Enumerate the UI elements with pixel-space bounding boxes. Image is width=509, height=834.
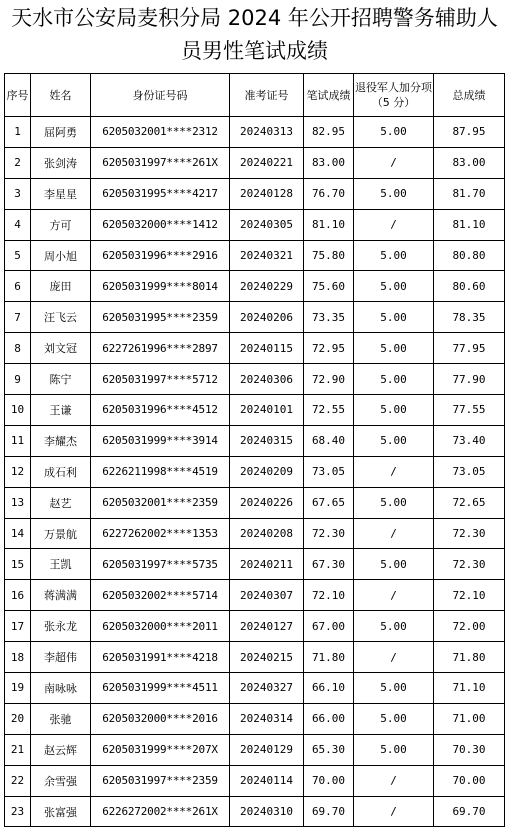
cell-name: 周小旭 [31, 240, 91, 271]
cell-written-score: 72.55 [304, 395, 354, 426]
table-row [5, 580, 505, 611]
cell-total-score: 81.10 [434, 209, 505, 240]
table-header-row [5, 74, 505, 117]
cell-veteran-bonus: 5.00 [354, 395, 434, 426]
table-row [5, 117, 505, 148]
cell-total-score: 71.10 [434, 673, 505, 704]
title-line-2: 员男性笔试成绩 [181, 39, 328, 63]
cell-written-score: 75.80 [304, 240, 354, 271]
cell-written-score: 67.00 [304, 611, 354, 642]
cell-veteran-bonus: 5.00 [354, 549, 434, 580]
cell-total-score: 70.30 [434, 734, 505, 765]
cell-name: 张驰 [31, 703, 91, 734]
cell-name: 余雪强 [31, 765, 91, 796]
cell-id-number: 6205031999****3914 [91, 425, 230, 456]
table-row [5, 518, 505, 549]
cell-id-number: 6205031991****4218 [91, 642, 230, 673]
cell-total-score: 80.80 [434, 240, 505, 271]
table-row [5, 333, 505, 364]
cell-name: 万景航 [31, 518, 91, 549]
cell-seq: 1 [5, 117, 31, 148]
cell-written-score: 75.60 [304, 271, 354, 302]
cell-veteran-bonus: 5.00 [354, 117, 434, 148]
cell-exam-number: 20240315 [230, 425, 304, 456]
cell-exam-number: 20240321 [230, 240, 304, 271]
cell-veteran-bonus: / [354, 209, 434, 240]
cell-exam-number: 20240206 [230, 302, 304, 333]
table-row [5, 611, 505, 642]
cell-name: 赵艺 [31, 487, 91, 518]
table-body [5, 117, 505, 827]
cell-exam-number: 20240208 [230, 518, 304, 549]
cell-veteran-bonus: 5.00 [354, 673, 434, 704]
cell-total-score: 71.80 [434, 642, 505, 673]
cell-id-number: 6205032000****2016 [91, 703, 230, 734]
cell-name: 李超伟 [31, 642, 91, 673]
cell-written-score: 72.10 [304, 580, 354, 611]
cell-id-number: 6226211998****4519 [91, 456, 230, 487]
cell-id-number: 6205032001****2359 [91, 487, 230, 518]
cell-written-score: 72.90 [304, 364, 354, 395]
table-row [5, 765, 505, 796]
cell-name: 张永龙 [31, 611, 91, 642]
cell-id-number: 6205031997****2359 [91, 765, 230, 796]
cell-id-number: 6205031995****2359 [91, 302, 230, 333]
cell-name: 王凯 [31, 549, 91, 580]
table-row [5, 364, 505, 395]
cell-name: 蒋满满 [31, 580, 91, 611]
cell-id-number: 6205031999****8014 [91, 271, 230, 302]
header-total: 总成绩 [434, 74, 505, 117]
cell-written-score: 71.80 [304, 642, 354, 673]
cell-total-score: 72.10 [434, 580, 505, 611]
cell-name: 屈阿勇 [31, 117, 91, 148]
cell-total-score: 73.40 [434, 425, 505, 456]
cell-id-number: 6205032000****1412 [91, 209, 230, 240]
cell-seq: 3 [5, 178, 31, 209]
cell-seq: 11 [5, 425, 31, 456]
table-row [5, 642, 505, 673]
cell-veteran-bonus: 5.00 [354, 703, 434, 734]
cell-veteran-bonus: / [354, 765, 434, 796]
cell-total-score: 72.00 [434, 611, 505, 642]
cell-total-score: 73.05 [434, 456, 505, 487]
cell-written-score: 65.30 [304, 734, 354, 765]
cell-veteran-bonus: 5.00 [354, 364, 434, 395]
cell-exam-number: 20240127 [230, 611, 304, 642]
cell-veteran-bonus: / [354, 147, 434, 178]
table-row [5, 302, 505, 333]
cell-id-number: 6227262002****1353 [91, 518, 230, 549]
cell-exam-number: 20240209 [230, 456, 304, 487]
cell-seq: 19 [5, 673, 31, 704]
header-exam-no: 准考证号 [230, 74, 304, 117]
cell-seq: 23 [5, 796, 31, 827]
cell-exam-number: 20240129 [230, 734, 304, 765]
cell-exam-number: 20240114 [230, 765, 304, 796]
cell-seq: 18 [5, 642, 31, 673]
cell-id-number: 6227261996****2897 [91, 333, 230, 364]
cell-exam-number: 20240101 [230, 395, 304, 426]
cell-written-score: 81.10 [304, 209, 354, 240]
table-row [5, 395, 505, 426]
cell-name: 李耀杰 [31, 425, 91, 456]
cell-name: 李星星 [31, 178, 91, 209]
cell-written-score: 66.10 [304, 673, 354, 704]
cell-veteran-bonus: 5.00 [354, 240, 434, 271]
cell-name: 庞田 [31, 271, 91, 302]
cell-veteran-bonus: / [354, 642, 434, 673]
cell-name: 张富强 [31, 796, 91, 827]
table-row [5, 673, 505, 704]
cell-written-score: 69.70 [304, 796, 354, 827]
cell-total-score: 80.60 [434, 271, 505, 302]
cell-name: 南咏咏 [31, 673, 91, 704]
cell-seq: 21 [5, 734, 31, 765]
cell-written-score: 70.00 [304, 765, 354, 796]
header-bonus: 退役军人加分项（5 分） [354, 74, 434, 117]
cell-exam-number: 20240229 [230, 271, 304, 302]
cell-id-number: 6205031997****261X [91, 147, 230, 178]
table-row [5, 734, 505, 765]
cell-name: 赵云辉 [31, 734, 91, 765]
cell-veteran-bonus: / [354, 580, 434, 611]
cell-id-number: 6205031997****5735 [91, 549, 230, 580]
cell-written-score: 68.40 [304, 425, 354, 456]
cell-exam-number: 20240306 [230, 364, 304, 395]
cell-seq: 14 [5, 518, 31, 549]
cell-written-score: 73.35 [304, 302, 354, 333]
table-row [5, 456, 505, 487]
table-row [5, 209, 505, 240]
cell-exam-number: 20240314 [230, 703, 304, 734]
cell-name: 方可 [31, 209, 91, 240]
cell-total-score: 72.30 [434, 518, 505, 549]
cell-exam-number: 20240305 [230, 209, 304, 240]
table-row [5, 796, 505, 827]
cell-veteran-bonus: 5.00 [354, 425, 434, 456]
table-row [5, 487, 505, 518]
cell-veteran-bonus: 5.00 [354, 178, 434, 209]
cell-seq: 4 [5, 209, 31, 240]
cell-id-number: 6205031999****4511 [91, 673, 230, 704]
cell-id-number: 6205032002****5714 [91, 580, 230, 611]
cell-veteran-bonus: 5.00 [354, 487, 434, 518]
cell-veteran-bonus: 5.00 [354, 271, 434, 302]
header-written: 笔试成绩 [304, 74, 354, 117]
cell-exam-number: 20240221 [230, 147, 304, 178]
table-row [5, 147, 505, 178]
cell-exam-number: 20240215 [230, 642, 304, 673]
cell-exam-number: 20240211 [230, 549, 304, 580]
cell-exam-number: 20240115 [230, 333, 304, 364]
cell-seq: 6 [5, 271, 31, 302]
table-row [5, 425, 505, 456]
cell-written-score: 67.65 [304, 487, 354, 518]
cell-written-score: 83.00 [304, 147, 354, 178]
cell-exam-number: 20240313 [230, 117, 304, 148]
cell-seq: 15 [5, 549, 31, 580]
cell-veteran-bonus: 5.00 [354, 611, 434, 642]
cell-id-number: 6205031999****207X [91, 734, 230, 765]
cell-seq: 9 [5, 364, 31, 395]
cell-total-score: 72.30 [434, 549, 505, 580]
cell-written-score: 66.00 [304, 703, 354, 734]
cell-seq: 10 [5, 395, 31, 426]
cell-total-score: 87.95 [434, 117, 505, 148]
score-table [4, 73, 505, 827]
cell-written-score: 76.70 [304, 178, 354, 209]
cell-total-score: 77.90 [434, 364, 505, 395]
cell-veteran-bonus: 5.00 [354, 333, 434, 364]
cell-seq: 12 [5, 456, 31, 487]
cell-total-score: 78.35 [434, 302, 505, 333]
cell-exam-number: 20240327 [230, 673, 304, 704]
cell-veteran-bonus: / [354, 796, 434, 827]
cell-total-score: 81.70 [434, 178, 505, 209]
table-row [5, 549, 505, 580]
cell-seq: 20 [5, 703, 31, 734]
cell-id-number: 6226272002****261X [91, 796, 230, 827]
cell-name: 成石利 [31, 456, 91, 487]
cell-written-score: 72.95 [304, 333, 354, 364]
cell-seq: 17 [5, 611, 31, 642]
cell-id-number: 6205031995****4217 [91, 178, 230, 209]
cell-id-number: 6205031996****2916 [91, 240, 230, 271]
table-row [5, 240, 505, 271]
cell-written-score: 73.05 [304, 456, 354, 487]
cell-veteran-bonus: / [354, 456, 434, 487]
cell-seq: 7 [5, 302, 31, 333]
header-id: 身份证号码 [91, 74, 230, 117]
cell-written-score: 67.30 [304, 549, 354, 580]
cell-total-score: 69.70 [434, 796, 505, 827]
cell-id-number: 6205032000****2011 [91, 611, 230, 642]
cell-seq: 5 [5, 240, 31, 271]
cell-exam-number: 20240310 [230, 796, 304, 827]
table-row [5, 271, 505, 302]
cell-veteran-bonus: / [354, 518, 434, 549]
cell-total-score: 71.00 [434, 703, 505, 734]
cell-id-number: 6205031996****4512 [91, 395, 230, 426]
cell-exam-number: 20240128 [230, 178, 304, 209]
table-row [5, 178, 505, 209]
cell-total-score: 77.55 [434, 395, 505, 426]
cell-name: 陈宁 [31, 364, 91, 395]
title-line-1: 天水市公安局麦积分局 2024 年公开招聘警务辅助人 [11, 6, 498, 30]
cell-name: 张剑涛 [31, 147, 91, 178]
cell-total-score: 70.00 [434, 765, 505, 796]
cell-seq: 8 [5, 333, 31, 364]
cell-total-score: 72.65 [434, 487, 505, 518]
cell-veteran-bonus: 5.00 [354, 302, 434, 333]
cell-seq: 2 [5, 147, 31, 178]
document-title [0, 2, 509, 68]
cell-id-number: 6205031997****5712 [91, 364, 230, 395]
cell-exam-number: 20240307 [230, 580, 304, 611]
header-seq: 序号 [5, 74, 31, 117]
cell-seq: 13 [5, 487, 31, 518]
cell-name: 汪飞云 [31, 302, 91, 333]
cell-written-score: 82.95 [304, 117, 354, 148]
header-name: 姓名 [31, 74, 91, 117]
cell-written-score: 72.30 [304, 518, 354, 549]
cell-id-number: 6205032001****2312 [91, 117, 230, 148]
cell-total-score: 77.95 [434, 333, 505, 364]
cell-seq: 16 [5, 580, 31, 611]
cell-exam-number: 20240226 [230, 487, 304, 518]
cell-total-score: 83.00 [434, 147, 505, 178]
table-row [5, 703, 505, 734]
cell-name: 刘文冠 [31, 333, 91, 364]
cell-name: 王谦 [31, 395, 91, 426]
cell-seq: 22 [5, 765, 31, 796]
cell-veteran-bonus: 5.00 [354, 734, 434, 765]
